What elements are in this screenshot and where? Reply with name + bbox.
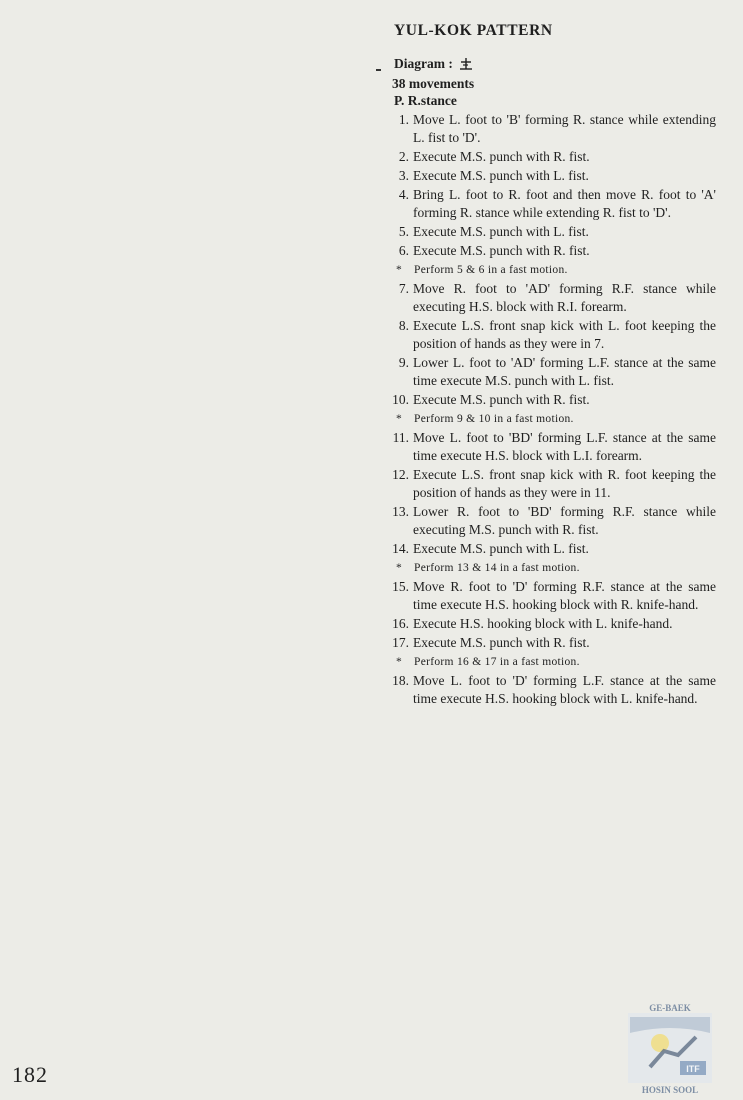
note-text: Perform 9 & 10 in a fast motion. xyxy=(414,413,574,425)
note-text: Perform 16 & 17 in a fast motion. xyxy=(414,656,580,668)
page-number: 182 xyxy=(12,1062,48,1087)
movement-text: Move L. foot to 'B' forming R. stance while extending L. fist to 'D'. xyxy=(413,112,716,145)
starting-stance: P. R.stance xyxy=(394,93,457,108)
movement-item xyxy=(386,634,716,652)
note-text: Perform 13 & 14 in a fast motion. xyxy=(414,562,580,574)
movement-item xyxy=(386,540,716,558)
movement-number: 12. xyxy=(392,467,409,482)
asterisk: * xyxy=(396,264,403,276)
movement-text: Execute M.S. punch with L. fist. xyxy=(413,541,589,556)
movement-number: 1. xyxy=(398,112,409,127)
movement-item xyxy=(386,354,716,390)
movement-item xyxy=(386,672,716,708)
movement-text: Execute M.S. punch with R. fist. xyxy=(413,243,590,258)
margin-mark xyxy=(376,69,381,71)
performance-note xyxy=(386,559,716,577)
movement-text: Execute M.S. punch with L. fist. xyxy=(413,168,589,183)
movement-item xyxy=(386,317,716,353)
movement-number: 3. xyxy=(398,168,409,183)
movement-text: Execute L.S. front snap kick with L. foot keeping the position of hands as they were in 7. xyxy=(413,318,716,351)
movement-text: Execute L.S. front snap kick with R. foot keeping the position of hands as they were in 11. xyxy=(413,467,716,500)
asterisk: * xyxy=(396,413,403,425)
asterisk: * xyxy=(396,562,403,574)
watermark-top-text: GE-BAEK xyxy=(649,1003,691,1013)
movement-text: Move L. foot to 'D' forming L.F. stance at the same time execute H.S. hooking block with L. knife-hand. xyxy=(413,673,716,706)
movement-item xyxy=(386,242,716,260)
movement-item xyxy=(386,280,716,316)
movement-text: Execute H.S. hooking block with L. knife-hand. xyxy=(413,616,673,631)
movement-item xyxy=(386,111,716,147)
movement-count: 38 movements xyxy=(392,76,475,91)
movement-text: Bring L. foot to R. foot and then move R. foot to 'A' forming R. stance while extending R. fist to 'D'. xyxy=(413,187,716,220)
watermark-logo xyxy=(620,1003,720,1095)
movement-number: 2. xyxy=(398,149,409,164)
movement-number: 10. xyxy=(392,392,409,407)
movement-number: 4. xyxy=(398,187,409,202)
diagram-line xyxy=(394,56,474,72)
performance-note xyxy=(386,261,716,279)
movement-item xyxy=(386,503,716,539)
performance-note xyxy=(386,653,716,671)
movement-item xyxy=(386,223,716,241)
performance-note xyxy=(386,410,716,428)
movement-number: 5. xyxy=(398,224,409,239)
movement-number: 16. xyxy=(392,616,409,631)
movement-number: 15. xyxy=(392,579,409,594)
watermark-center-text: ITF xyxy=(686,1064,700,1074)
movement-item xyxy=(386,391,716,409)
movement-text: Execute M.S. punch with R. fist. xyxy=(413,635,590,650)
diagram-symbol-icon xyxy=(458,56,474,72)
movement-number: 6. xyxy=(398,243,409,258)
asterisk: * xyxy=(396,656,403,668)
movement-item xyxy=(386,578,716,614)
movement-text: Move L. foot to 'BD' forming L.F. stance at the same time execute H.S. block with L.I. forearm. xyxy=(413,430,716,463)
movement-list xyxy=(386,111,716,709)
movement-text: Execute M.S. punch with L. fist. xyxy=(413,224,589,239)
movement-item xyxy=(386,167,716,185)
diagram-label: Diagram : xyxy=(394,56,453,71)
movement-number: 8. xyxy=(398,318,409,333)
movement-item xyxy=(386,466,716,502)
movement-item xyxy=(386,186,716,222)
movement-text: Lower R. foot to 'BD' forming R.F. stance while executing M.S. punch with R. fist. xyxy=(413,504,716,537)
movement-number: 9. xyxy=(398,355,409,370)
page-title: YUL-KOK PATTERN xyxy=(394,22,553,39)
note-text: Perform 5 & 6 in a fast motion. xyxy=(414,264,568,276)
movement-text: Move R. foot to 'D' forming R.F. stance at the same time execute H.S. hooking block with R. knife-hand. xyxy=(413,579,716,612)
movement-text: Execute M.S. punch with R. fist. xyxy=(413,149,590,164)
movement-number: 7. xyxy=(398,281,409,296)
watermark-bottom-text: HOSIN SOOL xyxy=(641,1085,699,1095)
movement-text: Execute M.S. punch with R. fist. xyxy=(413,392,590,407)
movement-item xyxy=(386,429,716,465)
movement-item xyxy=(386,148,716,166)
movement-text: Lower L. foot to 'AD' forming L.F. stance at the same time execute M.S. punch with L. fist. xyxy=(413,355,716,388)
movement-item xyxy=(386,615,716,633)
movement-number: 17. xyxy=(392,635,409,650)
movement-number: 13. xyxy=(392,504,409,519)
movement-number: 11. xyxy=(392,430,409,445)
movement-text: Move R. foot to 'AD' forming R.F. stance while executing H.S. block with R.I. forearm. xyxy=(413,281,716,314)
movement-number: 14. xyxy=(392,541,409,556)
movement-number: 18. xyxy=(392,673,409,688)
